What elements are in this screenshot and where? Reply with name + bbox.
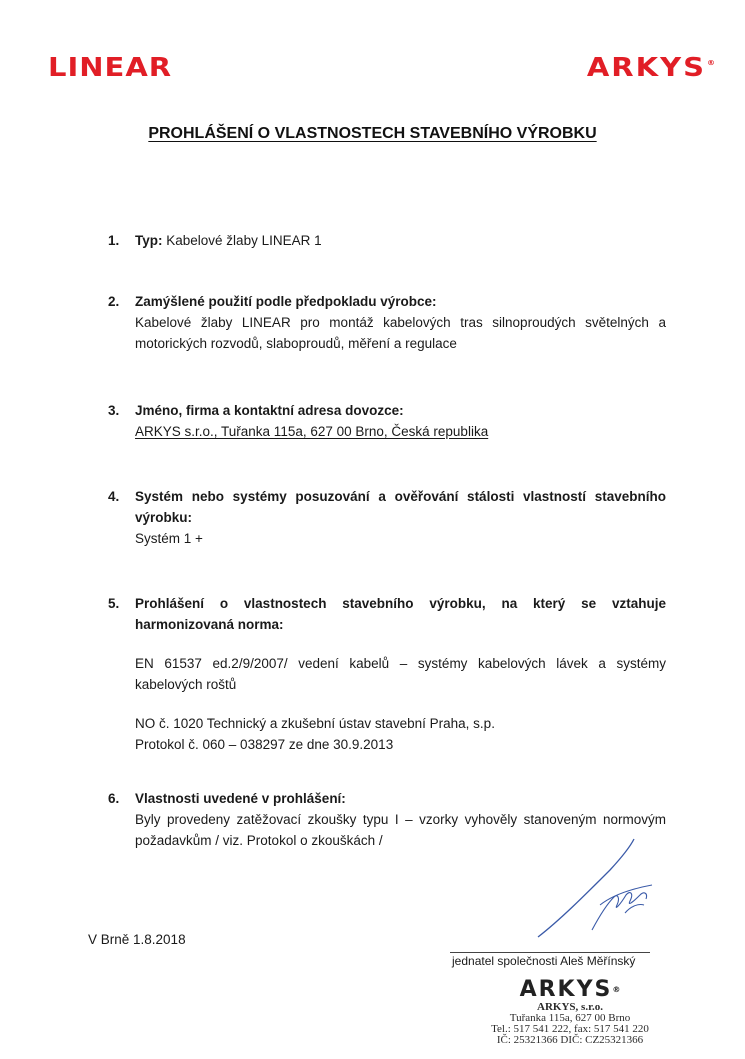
registered-mark: ® (707, 58, 715, 67)
section-heading: Systém nebo systémy posuzování a ověřování stálosti vlastností stavebního výrobku: (135, 489, 666, 525)
section-heading: Vlastnosti uvedené v prohlášení: (135, 791, 346, 806)
stamp-logo-text: ARKYS (519, 977, 613, 1002)
section-number: 1. (108, 233, 120, 248)
stamp-address: Tuřanka 115a, 627 00 Brno (509, 1012, 631, 1024)
signature-caption: jednatel společnosti Aleš Měřínský (452, 954, 636, 968)
protocol-number: Protokol č. 060 – 038297 ze dne 30.9.2013 (135, 737, 394, 752)
section-body (135, 486, 666, 549)
importer-address: ARKYS s.r.o., Tuřanka 115a, 627 00 Brno, Česká republika (135, 424, 489, 439)
section-intended-use (108, 291, 666, 354)
section-text: Kabelové žlaby LINEAR 1 (166, 233, 322, 248)
linear-logo: LINEAR (48, 51, 173, 83)
section-number: 3. (108, 403, 120, 418)
stamp-phone: Tel.: 517 541 222, fax: 517 541 220 (491, 1023, 649, 1035)
handwritten-signature (530, 835, 660, 945)
company-stamp (470, 978, 670, 1046)
stamp-company-name: ARKYS, s.r.o. (537, 1001, 603, 1013)
norm-text: EN 61537 ed.2/9/2007/ vedení kabelů – systémy kabelových lávek a systémy kabelových roštů (135, 656, 666, 692)
section-number: 5. (108, 596, 120, 611)
section-body (135, 593, 666, 755)
section-heading: Prohlášení o vlastnostech stavebního výrobku, na který se vztahuje harmonizovaná norma: (135, 596, 666, 632)
section-text: Systém 1 + (135, 531, 203, 546)
section-number: 4. (108, 489, 120, 504)
section-number: 6. (108, 791, 120, 806)
section-text: Byly provedeny zatěžovací zkoušky typu I – vzorky vyhověly stanoveným normovým požadavkům / viz. Protokol o zkouškách / (135, 812, 666, 848)
section-body (135, 230, 666, 251)
stamp-registered-mark: ® (612, 985, 621, 994)
section-harmonized-norm (108, 593, 666, 755)
section-heading: Jméno, firma a kontaktní adresa dovozce: (135, 403, 404, 418)
section-heading: Typ: (135, 233, 163, 248)
notified-body: NO č. 1020 Technický a zkušební ústav stavební Praha, s.p. (135, 716, 495, 731)
section-text: Kabelové žlaby LINEAR pro montáž kabelových tras silnoproudých světelných a motorických rozvodů, slaboproudů, měření a regulace (135, 315, 666, 351)
place-and-date: V Brně 1.8.2018 (88, 932, 186, 947)
section-number: 2. (108, 294, 120, 309)
section-assessment-system (108, 486, 666, 549)
arkys-logo (587, 52, 715, 83)
section-heading: Zamýšlené použití podle předpokladu výrobce: (135, 294, 437, 309)
section-body (135, 291, 666, 354)
section-body (135, 400, 666, 442)
section-type (108, 230, 666, 251)
document-title: PROHLÁŠENÍ O VLASTNOSTECH STAVEBNÍHO VÝROBKU (148, 125, 597, 142)
stamp-logo (470, 978, 670, 1002)
stamp-ids: IČ: 25321366 DIČ: CZ25321366 (496, 1034, 644, 1046)
arkys-logo-text: ARKYS (586, 51, 706, 83)
signature-line (450, 952, 650, 953)
section-importer (108, 400, 666, 442)
